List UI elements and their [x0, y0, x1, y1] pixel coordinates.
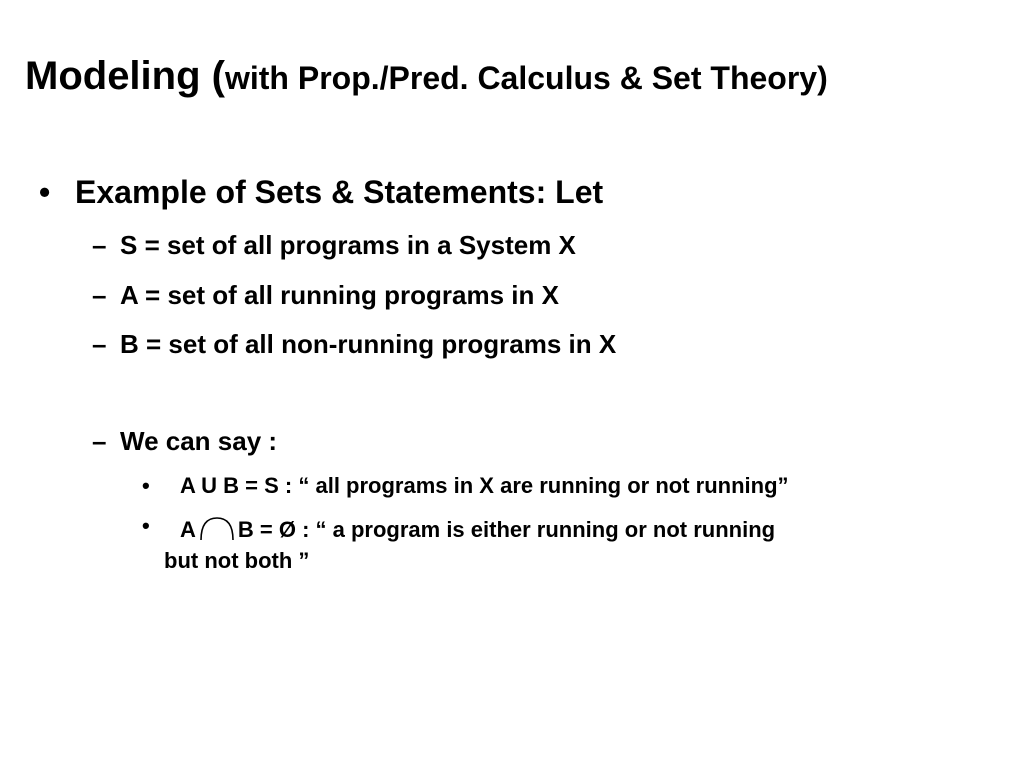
set-s-text: S = set of all programs in a System X	[120, 230, 576, 260]
sub-bullet-marker: •	[142, 513, 150, 538]
dash-marker: –	[92, 426, 107, 456]
intersection-icon	[198, 515, 236, 545]
bullet-marker: •	[39, 174, 51, 210]
set-b-text: B = set of all non-running programs in X	[120, 329, 617, 359]
set-a-text: A = set of all running programs in X	[120, 280, 559, 310]
we-can-say-text: We can say :	[120, 426, 278, 456]
intersection-left-text: A	[180, 517, 196, 542]
bullet-intersection-continued	[164, 550, 309, 572]
bullet-set-b	[92, 329, 617, 359]
bullet-example-heading	[39, 174, 604, 210]
intersection-cont-text: but not both ”	[164, 548, 310, 573]
title-close: )	[817, 60, 828, 96]
bullet-union	[142, 473, 789, 498]
dash-marker: –	[92, 280, 107, 310]
sub-bullet-marker: •	[142, 473, 150, 498]
example-heading-text: Example of Sets & Statements: Let	[75, 174, 604, 210]
bullet-intersection	[142, 513, 776, 545]
dash-marker: –	[92, 230, 107, 260]
union-text: A U B = S : “ all programs in X are running or not running”	[180, 473, 789, 498]
slide-title	[25, 56, 828, 96]
intersection-right-text: B = Ø : “ a program is either running or not running	[237, 517, 776, 542]
title-main: Modeling (	[25, 54, 225, 98]
bullet-set-s	[92, 230, 576, 260]
dash-marker: –	[92, 329, 107, 359]
bullet-we-can-say	[92, 426, 278, 456]
title-sub: with Prop./Pred. Calculus & Set Theory	[224, 60, 818, 96]
bullet-set-a	[92, 280, 559, 310]
